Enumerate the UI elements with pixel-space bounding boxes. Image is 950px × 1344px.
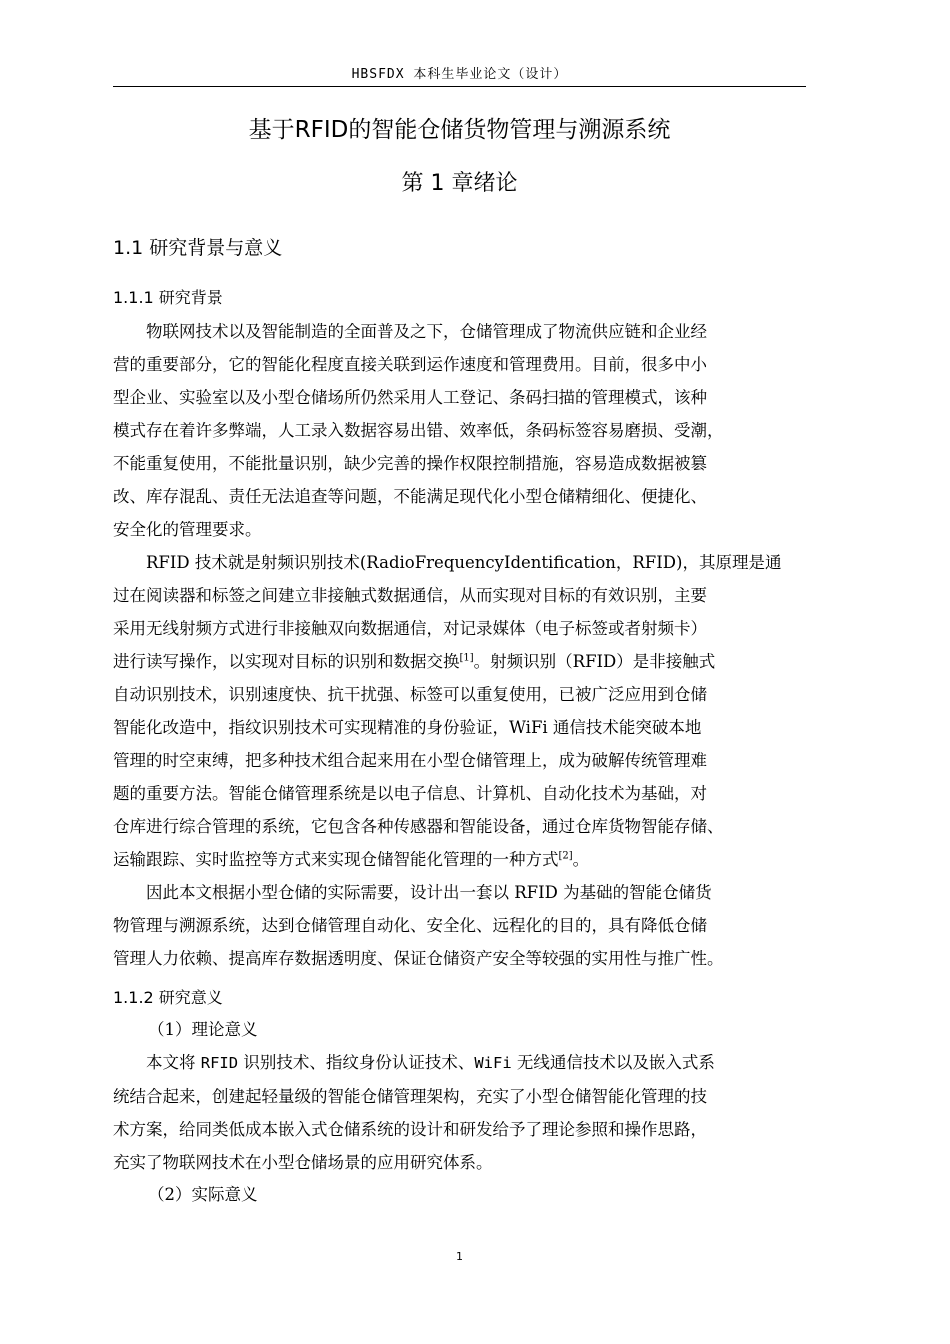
text-fragment: 。: [572, 850, 590, 869]
text-line: 因此本文根据小型仓储的实际需要，设计出一套以 RFID 为基础的智能仓储货: [146, 883, 712, 902]
section-heading-1-1: 1.1 研究背景与意义: [113, 237, 283, 259]
text-line: [113, 1046, 806, 1080]
running-header: HBSFDX 本科生毕业论文（设计）: [351, 67, 568, 82]
text-fragment: 进行读写操作，以实现对目标的识别和数据交换: [113, 652, 460, 671]
text-line: 题的重要方法。智能仓储管理系统是以电子信息、计算机、自动化技术为基础，对: [113, 784, 707, 803]
header-rule: [113, 86, 806, 87]
text-line: 过在阅读器和标签之间建立非接触式数据通信，从而实现对目标的有效识别，主要: [113, 586, 707, 605]
text-line: 采用无线射频方式进行非接触双向数据通信，对记录媒体（电子标签或者射频卡）: [113, 619, 707, 638]
document-title: 基于RFID的智能仓储货物管理与溯源系统: [248, 117, 671, 143]
text-line: 术方案，给同类低成本嵌入式仓储系统的设计和研发给予了理论参照和操作思路，: [113, 1120, 707, 1139]
text-line: 物管理与溯源系统，达到仓储管理自动化、安全化、远程化的目的，具有降低仓储: [113, 916, 707, 935]
label-practical-significance: （2）实际意义: [148, 1185, 258, 1204]
text-line: 型企业、实验室以及小型仓储场所仍然采用人工登记、条码扫描的管理模式，该种: [113, 388, 707, 407]
paragraph-background-1: [113, 315, 806, 546]
text-line: 安全化的管理要求。: [113, 520, 262, 539]
text-line: [113, 645, 806, 678]
text-fragment: 无线通信技术以及嵌入式系: [511, 1053, 715, 1072]
label-theoretical-significance: （1）理论意义: [148, 1020, 258, 1039]
section-heading-1-1-1: 1.1.1 研究背景: [113, 288, 223, 307]
text-line: 模式存在着许多弊端，人工录入数据容易出错、效率低，条码标签容易磨损、受潮，: [113, 421, 724, 440]
section-heading-1-1-2: 1.1.2 研究意义: [113, 988, 223, 1007]
text-line: 管理人力依赖、提高库存数据透明度、保证仓储资产安全等较强的实用性与推广性。: [113, 949, 724, 968]
paragraph-theoretical-significance: [113, 1046, 806, 1179]
citation-ref-1[interactable]: [1]: [459, 652, 474, 664]
text-line: 充实了物联网技术在小型仓储场景的应用研究体系。: [113, 1153, 493, 1172]
text-fragment: 识别技术、指纹身份认证技术、: [238, 1053, 475, 1072]
text-line: 物联网技术以及智能制造的全面普及之下，仓储管理成了物流供应链和企业经: [146, 322, 707, 341]
text-fragment: 。射频识别（RFID）是非接触式: [473, 652, 716, 671]
text-fragment: RFID: [200, 1054, 239, 1072]
text-line: 自动识别技术，识别速度快、抗干扰强、标签可以重复使用，已被广泛应用到仓储: [113, 685, 707, 704]
text-fragment: WiFi: [474, 1054, 512, 1072]
text-fragment: 本文将: [146, 1053, 201, 1072]
citation-ref-2[interactable]: [2]: [558, 850, 573, 862]
text-line: 改、库存混乱、责任无法追查等问题，不能满足现代化小型仓储精细化、便捷化、: [113, 487, 707, 506]
text-line: 统结合起来，创建起轻量级的智能仓储管理架构，充实了小型仓储智能化管理的技: [113, 1087, 707, 1106]
text-line: 不能重复使用，不能批量识别，缺少完善的操作权限控制措施，容易造成数据被篡: [113, 454, 707, 473]
text-fragment: 运输跟踪、实时监控等方式来实现仓储智能化管理的一种方式: [113, 850, 559, 869]
chapter-title: 第 1 章绪论: [401, 171, 518, 196]
text-line: RFID 技术就是射频识别技术(RadioFrequencyIdentification，RFID)，其原理是通: [146, 553, 782, 572]
page-number: 1: [456, 1250, 463, 1263]
text-line: 智能化改造中，指纹识别技术可实现精准的身份验证，WiFi 通信技术能突破本地: [113, 718, 702, 737]
text-line: 管理的时空束缚，把多种技术组合起来用在小型仓储管理上，成为破解传统管理难: [113, 751, 707, 770]
paragraph-background-2: [113, 546, 806, 876]
paragraph-background-3: [113, 876, 806, 975]
text-line: 营的重要部分，它的智能化程度直接关联到运作速度和管理费用。目前，很多中小: [113, 355, 707, 374]
text-line: 仓库进行综合管理的系统，它包含各种传感器和智能设备，通过仓库货物智能存储、: [113, 817, 724, 836]
text-line: [113, 843, 806, 876]
